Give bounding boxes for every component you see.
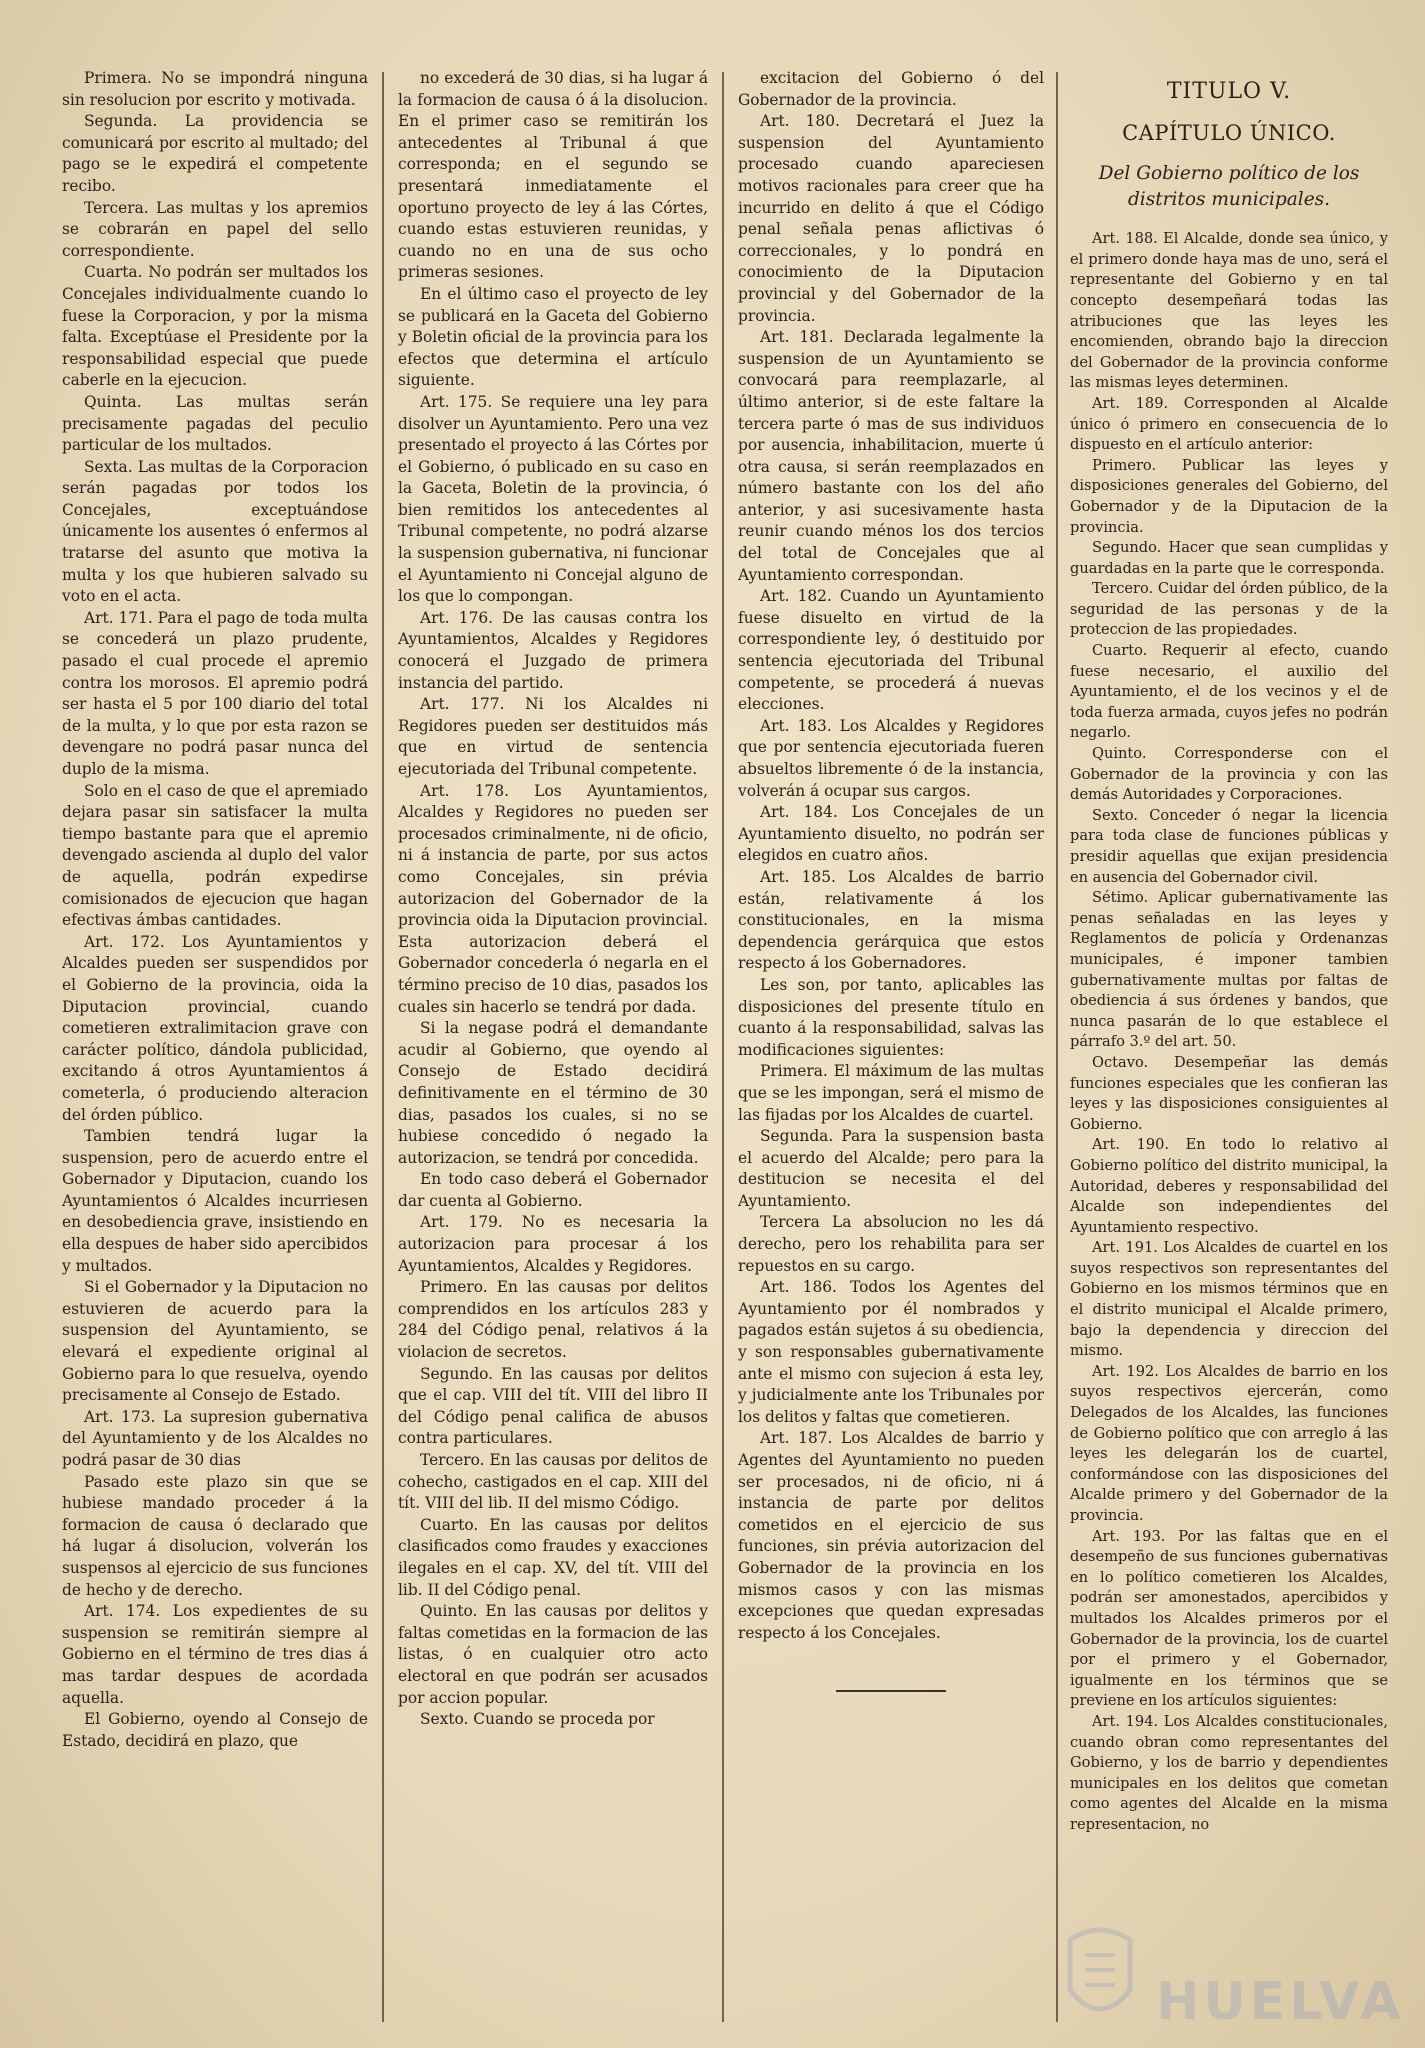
paragraph: Art. 178. Los Ayuntamientos, Alcaldes y Regidores no pueden ser procesados criminalmente, ni de oficio, ni á instancia de parte, por sus actos como Concejales, sin prévia autorizacion del Gobernador de la provincia oida la Diputacion provincial. Esta autorizacion deberá el Gobernador concederla ó negarla en el término preciso de 10 dias, pasados los cuales sin hacerlo se tendrá por dada.: [398, 781, 708, 1016]
paragraph: Segunda. La providencia se comunicará por escrito al multado; del pago se le expedirá el competente recibo.: [62, 112, 368, 195]
title-heading: TITULO V.: [1166, 79, 1292, 104]
paragraph: En el último caso el proyecto de ley se publicará en la Gaceta del Gobierno y Boletin oficial de la provincia para los efectos que determina el artículo siguiente.: [398, 284, 708, 390]
paragraph: Art. 175. Se requiere una ley para disolver un Ayuntamiento. Pero una vez presentado el proyecto á las Córtes por el Gobierno, ó publicado en su caso en la Gaceta, Boletin de la provincia, ó bien remitidos los antecedentes al Tribunal competente, no podrá alzarse la suspension gubernativa, ni funcionar el Ayuntamiento ni Concejal alguno de los que lo compongan.: [398, 392, 708, 606]
paragraph: Tambien tendrá lugar la suspension, pero de acuerdo entre el Gobernador y Diputacion, cuando los Ayuntamientos ó Alcaldes incurriesen en desobediencia grave, insistiendo en ella despues de haber sido apercibidos y multados.: [62, 1127, 368, 1275]
paragraph: Segundo. En las causas por delitos que el cap. VIII del tít. VIII del libro II del Código penal califica de abusos contra particulares.: [398, 1364, 708, 1448]
paragraph: Tercero. Cuidar del órden público, de la seguridad de las personas y de la proteccion de las propiedades.: [1070, 580, 1388, 639]
paragraph: Les son, por tanto, aplicables las disposiciones del presente título en cuanto á la responsabilidad, salvas las modificaciones siguientes:: [738, 975, 1044, 1059]
paragraph: Si el Gobernador y la Diputacion no estuvieren de acuerdo para la suspension del Ayuntamiento, se elevará el expediente original al Gobierno para lo que resuelva, oyendo precisamente al Consejo de Estado.: [62, 1278, 368, 1405]
paragraph: Art. 192. Los Alcaldes de barrio en los suyos respectivos ejercerán, como Delegados de los Alcaldes, las funciones de Gobierno político que con arreglo á las leyes les delegarán los de cuartel, conformándose con las disposiciones del Alcalde primero y del Gobernador de la provincia.: [1070, 1362, 1388, 1524]
chapter-heading: CAPÍTULO ÚNICO.: [1122, 120, 1336, 145]
paragraph: Art. 173. La supresion gubernativa del Ayuntamiento y de los Alcaldes no podrá pasar de 30 dias: [62, 1407, 368, 1469]
coat-of-arms-icon: [1060, 1920, 1140, 2030]
paragraph: excitacion del Gobierno ó del Gobernador de la provincia.: [738, 69, 1044, 109]
paragraph: Tercera La absolucion no les dá derecho, pero los rehabilita para ser repuestos en su cargo.: [738, 1213, 1044, 1275]
text-column-1: [62, 68, 368, 2028]
paragraph: Sexta. Las multas de la Corporacion serán pagadas por todos los Concejales, exceptuándose únicamente los ausentes ó enfermos al tratarse del asunto que motiva la multa y los que hubieren salvado su voto en el acta.: [62, 457, 368, 606]
text-column-4: [1070, 68, 1388, 2028]
paragraph: Art. 185. Los Alcaldes de barrio están, relativamente á los constitucionales, en la misma dependencia gerárquica que estos respecto á los Gobernadores.: [738, 867, 1044, 973]
column-divider: [722, 72, 724, 2022]
column-divider: [382, 72, 384, 2022]
paragraph: Art. 182. Cuando un Ayuntamiento fuese disuelto en virtud de la correspondiente ley, ó destituido por sentencia ejecutoriada del Tribunal competente, se procederá á nuevas elecciones.: [738, 587, 1044, 714]
paragraph: Tercera. Las multas y los apremios se cobrarán en papel del sello correspondiente.: [62, 198, 368, 260]
paragraph: Art. 172. Los Ayuntamientos y Alcaldes pueden ser suspendidos por el Gobierno de la provincia, oida la Diputacion provincial, cuando cometieren extralimitacion grave con carácter político, dándola publicidad, excitando á otros Ayuntamientos á cometerla, ó produciendo alteracion del órden público.: [62, 932, 368, 1124]
paragraph: Art. 176. De las causas contra los Ayuntamientos, Alcaldes y Regidores conocerá el Juzgado de primera instancia del partido.: [398, 608, 708, 692]
paragraph: Sétimo. Aplicar gubernativamente las penas señaladas en las leyes y Reglamentos de policía y Ordenanzas municipales, é imponer tambien gubernativamente multas por faltas de obediencia á sus órdenes y bandos, que nunca pasarán de lo que establece el párrafo 3.º del art. 50.: [1070, 889, 1388, 1051]
paragraph: Art. 183. Los Alcaldes y Regidores que por sentencia ejecutoriada fueren absueltos libremente ó de la instancia, volverán á ocupar sus cargos.: [738, 716, 1044, 800]
paragraph: Pasado este plazo sin que se hubiese mandado proceder á la formacion de causa ó declarado que há lugar á disolucion, volverán los suspensos al ejercicio de sus funciones de hecho y de derecho.: [62, 1472, 368, 1599]
paragraph: Primero. En las causas por delitos comprendidos en los artículos 283 y 284 del Código penal, relativos á la violacion de secretos.: [398, 1278, 708, 1362]
paragraph: El Gobierno, oyendo al Consejo de Estado, decidirá en plazo, que: [62, 1710, 368, 1750]
paragraph: Art. 180. Decretará el Juez la suspension del Ayuntamiento procesado cuando apareciesen motivos racionales para creer que ha incurrido en delito á que el Código penal señala penas aflictivas ó correccionales, y lo pondrá en conocimiento de la Diputacion provincial y del Gobernador de la provincia.: [738, 112, 1044, 325]
paragraph: Sexto. Cuando se proceda por: [420, 1710, 655, 1729]
paragraph: Art. 194. Los Alcaldes constitucionales, cuando obran como representantes del Gobierno, y los de barrio y dependientes municipales en los delitos que cometan como agentes del Alcalde en la misma representacion, no: [1070, 1712, 1388, 1833]
paragraph: Art. 177. Ni los Alcaldes ni Regidores pueden ser destituidos más que en virtud de sentencia ejecutoriada del Tribunal competente.: [398, 695, 708, 778]
text-column-3: [738, 68, 1044, 2028]
paragraph: Art. 188. El Alcalde, donde sea único, y el primero donde haya mas de uno, será el representante del Gobierno y en tal concepto desempeñará todas las atribuciones que las leyes les encomienden, obrando bajo la direccion del Gobernador de la provincia conforme las mismas leyes determinen.: [1070, 230, 1388, 392]
paragraph: Quinta. Las multas serán precisamente pagadas del peculio particular de los multados.: [62, 392, 368, 455]
paragraph: Art. 179. No es necesaria la autorizacion para procesar á los Ayuntamientos, Alcaldes y Regidores.: [398, 1213, 708, 1275]
paragraph: Si la negase podrá el demandante acudir al Gobierno, que oyendo al Consejo de Estado decidirá definitivamente en el término de 30 dias, pasados los cuales, si no se hubiese concedido ó negado la autorizacion, se tendrá por concedida.: [398, 1019, 708, 1167]
paragraph: Art. 190. En todo lo relativo al Gobierno político del distrito municipal, la Autoridad, deberes y responsabilidad del Alcalde son independientes del Ayuntamiento respectivo.: [1070, 1136, 1388, 1236]
paragraph: Quinto. En las causas por delitos y faltas cometidas en la formacion de las listas, ó en cualquier otro acto electoral en que podrán ser acusados por accion popular.: [398, 1602, 708, 1707]
paragraph: Art. 193. Por las faltas que en el desempeño de sus funciones gubernativas en lo político cometieren los Alcaldes, podrán ser amonestados, apercibidos y multados los Alcaldes primeros por el Gobernador de la provincia, los de cuartel por el primero y el Gobernador, igualmente en los términos que se previene en los artículos siguientes:: [1070, 1527, 1388, 1710]
paragraph: Octavo. Desempeñar las demás funciones especiales que les confieran las leyes y las disposiciones consiguientes al Gobierno.: [1070, 1053, 1388, 1133]
column-divider: [1056, 72, 1058, 2022]
archive-watermark: [1060, 1914, 1405, 2034]
paragraph: Cuarta. No podrán ser multados los Concejales individualmente cuando lo fuese la Corporacion, y por la misma falta. Exceptúase el Presidente por la responsabilidad especial que puede caberle en la ejecucion.: [62, 263, 368, 390]
chapter-subtitle: Del Gobierno político de los distritos municipales.: [1098, 163, 1360, 211]
paragraph: no excederá de 30 dias, si ha lugar á la formacion de causa ó á la disolucion. En el primer caso se remitirán los antecedentes al Tribunal á que corresponda; en el segundo se presentará inmediatamente el oportuno proyecto de ley á las Córtes, cuando estas estuvieren reunidas, y cuando no en una de sus ocho primeras sesiones.: [398, 69, 708, 282]
paragraph: Art. 184. Los Concejales de un Ayuntamiento disuelto, no podrán ser elegidos en cuatro años.: [738, 803, 1044, 865]
paragraph: Art. 186. Todos los Agentes del Ayuntamiento por él nombrados y pagados están sujetos á su obediencia, y son responsables gubernativamente ante el mismo con sujecion á esta ley, y judicialmente ante los Tribunales por los delitos y faltas que cometieren.: [738, 1278, 1044, 1426]
paragraph: Art. 174. Los expedientes de su suspension se remitirán siempre al Gobierno en el término de tres dias á mas tardar despues de acordada aquella.: [62, 1602, 368, 1707]
paragraph: Cuarto. En las causas por delitos clasificados como fraudes y exacciones ilegales en el cap. XV, del tít. VIII del lib. II del Código penal.: [398, 1515, 708, 1599]
paragraph: Quinto. Corresponderse con el Gobernador de la provincia y con las demás Autoridades y Corporaciones.: [1070, 745, 1388, 804]
section-end-rule: [836, 1690, 946, 1692]
paragraph: Sexto. Conceder ó negar la licencia para toda clase de funciones públicas y presidir aquellas que exijan presidencia en ausencia del Gobernador civil.: [1070, 806, 1388, 886]
paragraph: Solo en el caso de que el apremiado dejara pasar sin satisfacer la multa tiempo bastante para que el apremio devengado ascienda al duplo del valor de aquella, podrán expedirse comisionados de ejecucion que hagan efectivas ámbas cantidades.: [62, 781, 368, 930]
paragraph: Cuarto. Requerir al efecto, cuando fuese necesario, el auxilio del Ayuntamiento, el de los vecinos y el de toda fuerza armada, cuyos jefes no podrán negarlo.: [1070, 642, 1388, 742]
paragraph: Art. 181. Declarada legalmente la suspension de un Ayuntamiento se convocará para reemplazarle, al último anterior, si de este faltare la tercera parte ó mas de sus individuos por ausencia, inhabilitacion, muerte ú otra causa, si serán reemplazados en número bastante con los del año anterior, y asi sucesivamente hasta reunir cuando ménos los dos tercios del total de Concejales que al Ayuntamiento correspondan.: [738, 328, 1044, 584]
watermark-text: HUELVA: [1156, 1972, 1405, 2032]
paragraph: Segunda. Para la suspension basta el acuerdo del Alcalde; pero para la destitucion se necesita el del Ayuntamiento.: [738, 1127, 1044, 1210]
paragraph: Primero. Publicar las leyes y disposiciones generales del Gobierno, del Gobernador y de la Diputacion de la provincia.: [1070, 456, 1388, 536]
paragraph: Primera. El máximum de las multas que se les impongan, será el mismo de las fijadas por los Alcaldes de cuartel.: [738, 1062, 1044, 1124]
paragraph: Segundo. Hacer que sean cumplidas y guardadas en la parte que le corresponda.: [1070, 539, 1388, 577]
paragraph: En todo caso deberá el Gobernador dar cuenta al Gobierno.: [398, 1170, 708, 1210]
paragraph: Art. 171. Para el pago de toda multa se concederá un plazo prudente, pasado el cual procede el apremio contra los morosos. El apremio podrá ser hasta el 5 por 100 diario del total de la multa, y lo que por esta razon se devengare no podrá pasar nunca del duplo de la misma.: [62, 608, 368, 778]
paragraph: Art. 189. Corresponden al Alcalde único ó primero en consecuencia de lo dispuesto en el artículo anterior:: [1070, 394, 1388, 454]
paragraph: Primera. No se impondrá ninguna sin resolucion por escrito y motivada.: [62, 69, 368, 109]
paragraph: Art. 191. Los Alcaldes de cuartel en los suyos respectivos son representantes del Gobierno en los mismos términos que en el distrito municipal el Alcalde primero, bajo la dependencia y direccion del mismo.: [1070, 1239, 1388, 1360]
paragraph: Tercero. En las causas por delitos de cohecho, castigados en el cap. XIII del tít. VIII del lib. II del mismo Código.: [398, 1451, 708, 1513]
text-column-2: [398, 68, 708, 2028]
paragraph: Art. 187. Los Alcaldes de barrio y Agentes del Ayuntamiento no pueden ser procesados, ni de oficio, ni á instancia de parte por delitos cometidos en el ejercicio de sus funciones, sin prévia autorizacion del Gobernador de la provincia en los mismos casos y con las mismas excepciones que quedan expresadas respecto á los Concejales.: [738, 1429, 1044, 1642]
